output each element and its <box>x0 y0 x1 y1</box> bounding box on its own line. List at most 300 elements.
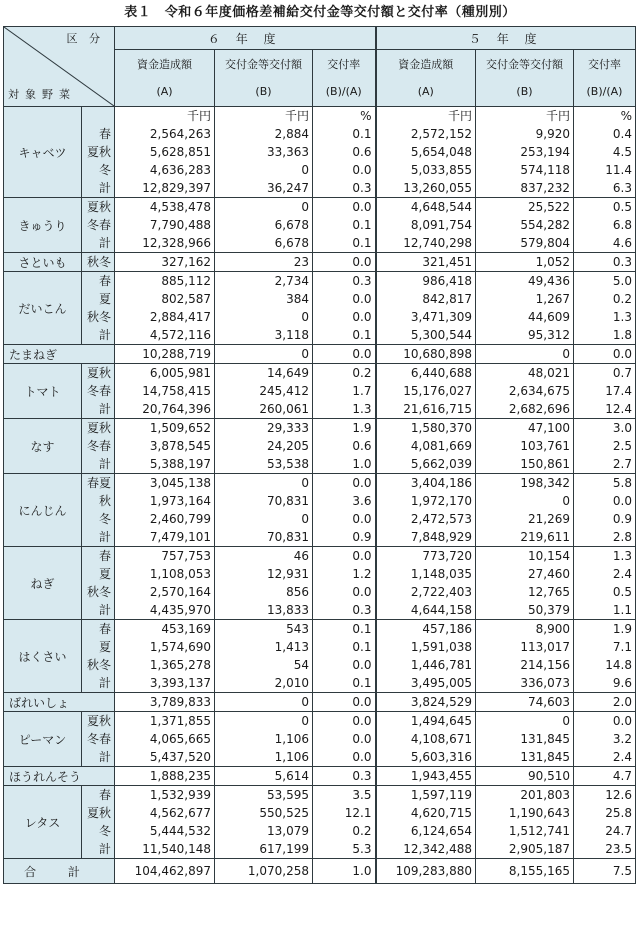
value: 2,884 <box>274 127 309 141</box>
unit-label: 千円 <box>447 109 472 123</box>
value: 6,440,688 <box>410 366 472 380</box>
value: 550,525 <box>259 806 309 820</box>
value: 2.4 <box>612 567 632 581</box>
value-cell-y5a <box>376 364 476 419</box>
season-label: 秋冬 <box>86 310 111 324</box>
value: 23 <box>293 255 309 269</box>
y5-rate-header: 交付率 (B)/(A) <box>574 50 636 107</box>
value: 253,194 <box>520 145 570 159</box>
value: 1,267 <box>535 292 570 306</box>
value-cell-y5a <box>376 620 476 693</box>
value-cell-y6b <box>215 474 313 547</box>
value: 12,740,298 <box>403 236 472 250</box>
value: 0.0 <box>352 255 372 269</box>
season-unit-spacer <box>82 107 114 125</box>
vegetable-name: ピーマン <box>4 712 82 767</box>
value: 10,680,898 <box>403 347 472 361</box>
season-cell <box>82 253 115 272</box>
vegetable-name: なす <box>4 419 82 474</box>
value: 5.8 <box>612 476 632 490</box>
value: 8,091,754 <box>410 218 472 232</box>
value: 25,522 <box>528 200 570 214</box>
value: 842,817 <box>422 292 472 306</box>
value: 3,393,137 <box>149 676 211 690</box>
season-label: 冬春 <box>86 439 111 453</box>
value: 1.8 <box>612 328 632 342</box>
season-cell <box>82 712 115 767</box>
season-label: 計 <box>98 181 111 195</box>
value: 8,900 <box>535 622 570 636</box>
value: 0 <box>301 200 309 214</box>
season-label: 計 <box>98 328 111 342</box>
value: 49,436 <box>528 274 570 288</box>
value: 201,803 <box>520 788 570 802</box>
value: 0.1 <box>352 328 372 342</box>
value: 0.6 <box>352 145 372 159</box>
value: 1,190,643 <box>508 806 570 820</box>
value: 150,861 <box>520 457 570 471</box>
vegetable-name: はくさい <box>4 620 82 693</box>
value: 36,247 <box>267 181 309 195</box>
value: 54 <box>293 658 309 672</box>
season-label: 冬春 <box>86 384 111 398</box>
value: 14,758,415 <box>142 384 211 398</box>
total-value: 1.0 <box>313 859 376 884</box>
value: 757,753 <box>161 549 211 563</box>
season-label: 計 <box>98 402 111 416</box>
value: 6.8 <box>612 218 632 232</box>
season-cell <box>82 107 115 198</box>
value-cell-y6b <box>215 272 313 345</box>
value-cell-y5a <box>376 419 476 474</box>
value: 74,603 <box>528 695 570 709</box>
total-value: 7.5 <box>574 859 636 884</box>
value: 0 <box>562 494 570 508</box>
value: 2,682,696 <box>508 402 570 416</box>
vegetable-name: ほうれんそう <box>4 767 115 786</box>
value-cell-y6a <box>115 786 215 859</box>
value-cell-y5r <box>574 693 636 712</box>
value: 12,765 <box>528 585 570 599</box>
table-row <box>4 693 636 712</box>
value: 2.4 <box>612 750 632 764</box>
value-cell-y6b <box>215 693 313 712</box>
value: 2,734 <box>274 274 309 288</box>
value: 579,804 <box>520 236 570 250</box>
table-row <box>4 786 636 859</box>
unit-label: 千円 <box>545 109 570 123</box>
value: 0.5 <box>612 200 632 214</box>
value: 48,021 <box>528 366 570 380</box>
value: 1,413 <box>274 640 309 654</box>
vegetable-name: きゅうり <box>4 198 82 253</box>
season-label: 計 <box>98 676 111 690</box>
value-cell-y5b <box>476 767 574 786</box>
season-label: 夏秋 <box>86 421 111 435</box>
season-label: 夏 <box>98 567 111 581</box>
value-cell-y6r <box>313 419 376 474</box>
value-cell-y5a <box>376 272 476 345</box>
value: 4.6 <box>612 236 632 250</box>
value: 113,017 <box>520 640 570 654</box>
vegetable-name: たまねぎ <box>4 345 115 364</box>
value: 4,065,665 <box>149 732 211 746</box>
value-cell-y5a <box>376 767 476 786</box>
value: 1,580,370 <box>410 421 472 435</box>
table-row <box>4 272 636 345</box>
value: 885,112 <box>161 274 211 288</box>
value: 3,824,529 <box>410 695 472 709</box>
value: 2,570,164 <box>149 585 211 599</box>
value: 0.0 <box>352 750 372 764</box>
value: 384 <box>286 292 309 306</box>
value: 4,636,283 <box>149 163 211 177</box>
season-label: 夏秋 <box>86 145 111 159</box>
value: 5,437,520 <box>149 750 211 764</box>
season-label: 冬 <box>98 163 111 177</box>
value: 12.4 <box>605 402 632 416</box>
vegetable-name: にんじん <box>4 474 82 547</box>
value: 260,061 <box>259 402 309 416</box>
value: 0.3 <box>352 769 372 783</box>
value: 0.7 <box>612 366 632 380</box>
value-cell-y6a <box>115 419 215 474</box>
value: 53,538 <box>267 457 309 471</box>
value-cell-y5a <box>376 693 476 712</box>
total-row <box>4 859 636 884</box>
season-cell <box>82 364 115 419</box>
value: 5,444,532 <box>149 824 211 838</box>
value: 2,460,799 <box>149 512 211 526</box>
value: 4,108,671 <box>410 732 472 746</box>
value: 0.1 <box>352 622 372 636</box>
value: 1.9 <box>612 622 632 636</box>
value: 4,562,677 <box>149 806 211 820</box>
value-cell-y5b <box>476 345 574 364</box>
season-label: 計 <box>98 236 111 250</box>
value: 5,662,039 <box>410 457 472 471</box>
value: 3.0 <box>612 421 632 435</box>
value: 0 <box>301 714 309 728</box>
value: 29,333 <box>267 421 309 435</box>
value: 4,081,669 <box>410 439 472 453</box>
value: 3,045,138 <box>149 476 211 490</box>
table-row <box>4 253 636 272</box>
value-cell-y5r <box>574 547 636 620</box>
season-label: 春 <box>98 622 111 636</box>
value: 7.1 <box>612 640 632 654</box>
value: 50,379 <box>528 603 570 617</box>
value: 5.3 <box>352 842 372 856</box>
value: 0.0 <box>612 494 632 508</box>
value: 0.3 <box>352 274 372 288</box>
season-label: 夏秋 <box>86 200 111 214</box>
value-cell-y5a <box>376 345 476 364</box>
value: 0.0 <box>352 347 372 361</box>
season-cell <box>82 419 115 474</box>
value: 1.3 <box>612 549 632 563</box>
table-row <box>4 767 636 786</box>
value: 574,118 <box>520 163 570 177</box>
value-cell-y6a <box>115 693 215 712</box>
value: 1,052 <box>535 255 570 269</box>
value: 1,943,455 <box>410 769 472 783</box>
value-cell-y6a <box>115 253 215 272</box>
value: 856 <box>286 585 309 599</box>
value-cell-y6r <box>313 474 376 547</box>
value: 1,365,278 <box>149 658 211 672</box>
value: 1,972,170 <box>410 494 472 508</box>
value-cell-y6b <box>215 620 313 693</box>
unit-label: 千円 <box>284 109 309 123</box>
value-cell-y6r <box>313 620 376 693</box>
value: 24,205 <box>267 439 309 453</box>
value: 0.0 <box>352 163 372 177</box>
unit-label: % <box>620 109 632 123</box>
value: 3.5 <box>352 788 372 802</box>
y6-rate-header: 交付率 (B)/(A) <box>313 50 376 107</box>
season-label: 夏 <box>98 640 111 654</box>
value-cell-y6b <box>215 767 313 786</box>
value: 198,342 <box>520 476 570 490</box>
value: 2,884,417 <box>149 310 211 324</box>
value: 12,342,488 <box>403 842 472 856</box>
value-cell-y6r <box>313 198 376 253</box>
table-body <box>4 107 636 884</box>
table-row <box>4 419 636 474</box>
value: 0.9 <box>612 512 632 526</box>
value: 47,100 <box>528 421 570 435</box>
value-cell-y5a <box>376 547 476 620</box>
value: 12,829,397 <box>142 181 211 195</box>
value: 0.9 <box>352 530 372 544</box>
value: 70,831 <box>267 494 309 508</box>
value: 1.1 <box>612 603 632 617</box>
value: 1,494,645 <box>410 714 472 728</box>
value-cell-y5r <box>574 712 636 767</box>
season-label: 冬春 <box>86 732 111 746</box>
value: 12.6 <box>605 788 632 802</box>
season-label: 春 <box>98 549 111 563</box>
y5-grant-header: 交付金等交付額 (B) <box>476 50 574 107</box>
value: 0.2 <box>612 292 632 306</box>
value: 2,472,573 <box>410 512 472 526</box>
value: 5,300,544 <box>410 328 472 342</box>
value: 3,404,186 <box>410 476 472 490</box>
value: 0 <box>301 163 309 177</box>
value: 802,587 <box>161 292 211 306</box>
value: 14.8 <box>605 658 632 672</box>
season-label: 春 <box>98 274 111 288</box>
value: 2,634,675 <box>508 384 570 398</box>
season-cell <box>82 547 115 620</box>
value: 1,574,690 <box>149 640 211 654</box>
value: 1,446,781 <box>410 658 472 672</box>
value: 1,106 <box>274 732 309 746</box>
vegetable-name: さといも <box>4 253 82 272</box>
value: 9,920 <box>535 127 570 141</box>
value: 21,269 <box>528 512 570 526</box>
value: 20,764,396 <box>142 402 211 416</box>
season-label: 春夏 <box>86 476 111 490</box>
value: 24.7 <box>605 824 632 838</box>
value: 5,628,851 <box>149 145 211 159</box>
value: 17.4 <box>605 384 632 398</box>
value: 0.1 <box>352 127 372 141</box>
value: 4,644,158 <box>410 603 472 617</box>
season-label: 冬 <box>98 512 111 526</box>
value: 0.0 <box>352 549 372 563</box>
value: 4.5 <box>612 145 632 159</box>
value: 1.3 <box>352 402 372 416</box>
table-row <box>4 474 636 547</box>
value: 6,678 <box>274 218 309 232</box>
value: 0.0 <box>352 695 372 709</box>
value: 0.0 <box>612 714 632 728</box>
vegetable-name: キャベツ <box>4 107 82 198</box>
value-cell-y6a <box>115 547 215 620</box>
value: 14,649 <box>267 366 309 380</box>
value: 1.2 <box>352 567 372 581</box>
season-cell <box>82 786 115 859</box>
total-label: 合 計 <box>4 859 115 884</box>
value: 2.5 <box>612 439 632 453</box>
value: 7,790,488 <box>149 218 211 232</box>
value: 0.0 <box>612 347 632 361</box>
value-cell-y5b <box>476 712 574 767</box>
value: 0.0 <box>352 292 372 306</box>
season-label: 夏秋 <box>86 714 111 728</box>
total-value: 8,155,165 <box>476 859 574 884</box>
value-cell-y6a <box>115 198 215 253</box>
season-label: 秋冬 <box>86 255 111 269</box>
value: 33,363 <box>267 145 309 159</box>
value: 0.4 <box>612 127 632 141</box>
value-cell-y6r <box>313 712 376 767</box>
value-cell-y5a <box>376 786 476 859</box>
table-row <box>4 620 636 693</box>
value: 1,591,038 <box>410 640 472 654</box>
value: 0.3 <box>352 181 372 195</box>
season-label: 秋冬 <box>86 658 111 672</box>
value: 0.5 <box>612 585 632 599</box>
value: 0.0 <box>352 585 372 599</box>
unit-label: % <box>360 109 372 123</box>
value: 2,564,263 <box>149 127 211 141</box>
value: 1,888,235 <box>149 769 211 783</box>
value-cell-y5r <box>574 767 636 786</box>
value: 12,328,966 <box>142 236 211 250</box>
value-cell-y5r <box>574 272 636 345</box>
value: 2,572,152 <box>410 127 472 141</box>
value: 3.2 <box>612 732 632 746</box>
value: 23.5 <box>605 842 632 856</box>
value: 25.8 <box>605 806 632 820</box>
value: 4,435,970 <box>149 603 211 617</box>
value-cell-y6r <box>313 364 376 419</box>
value: 6,678 <box>274 236 309 250</box>
season-label: 夏秋 <box>86 366 111 380</box>
value-cell-y6b <box>215 107 313 198</box>
value: 321,451 <box>422 255 472 269</box>
value: 3,789,833 <box>149 695 211 709</box>
value: 1,106 <box>274 750 309 764</box>
value: 3,471,309 <box>410 310 472 324</box>
value: 131,845 <box>520 750 570 764</box>
value-cell-y6a <box>115 345 215 364</box>
value-cell-y5r <box>574 474 636 547</box>
value-cell-y6a <box>115 107 215 198</box>
season-label: 計 <box>98 750 111 764</box>
value: 13,833 <box>267 603 309 617</box>
value-cell-y5r <box>574 620 636 693</box>
value-cell-y6a <box>115 712 215 767</box>
season-label: 計 <box>98 603 111 617</box>
value-cell-y5b <box>476 253 574 272</box>
value-cell-y5r <box>574 786 636 859</box>
value-cell-y6b <box>215 419 313 474</box>
season-label: 夏秋 <box>86 806 111 820</box>
value-cell-y5b <box>476 364 574 419</box>
value-cell-y5b <box>476 107 574 198</box>
value-cell-y5a <box>376 474 476 547</box>
value: 21,616,715 <box>403 402 472 416</box>
value: 453,169 <box>161 622 211 636</box>
value: 13,260,055 <box>403 181 472 195</box>
value: 12.1 <box>344 806 372 820</box>
value: 219,611 <box>520 530 570 544</box>
value: 46 <box>293 549 309 563</box>
value: 1.9 <box>352 421 372 435</box>
value-cell-y6b <box>215 364 313 419</box>
value: 0.0 <box>352 732 372 746</box>
y6-amount-header: 資金造成額 (A) <box>115 50 215 107</box>
value: 27,460 <box>528 567 570 581</box>
value: 13,079 <box>267 824 309 838</box>
value: 554,282 <box>520 218 570 232</box>
value: 131,845 <box>520 732 570 746</box>
value: 214,156 <box>520 658 570 672</box>
value-cell-y6r <box>313 767 376 786</box>
value: 7,479,101 <box>149 530 211 544</box>
value: 90,510 <box>528 769 570 783</box>
season-label: 春 <box>98 788 111 802</box>
value-cell-y5r <box>574 253 636 272</box>
season-cell <box>82 620 115 693</box>
value: 0.0 <box>352 512 372 526</box>
value-cell-y6r <box>313 345 376 364</box>
value: 10,154 <box>528 549 570 563</box>
value: 1,148,035 <box>410 567 472 581</box>
value: 0.2 <box>352 366 372 380</box>
vegetable-name: レタス <box>4 786 82 859</box>
value: 1,371,855 <box>149 714 211 728</box>
table-row <box>4 198 636 253</box>
value: 0.1 <box>352 218 372 232</box>
header-corner <box>4 27 115 107</box>
value: 245,412 <box>259 384 309 398</box>
value-cell-y6r <box>313 547 376 620</box>
value-cell-y6b <box>215 253 313 272</box>
value: 11,540,148 <box>142 842 211 856</box>
value: 70,831 <box>267 530 309 544</box>
y5-amount-header: 資金造成額 (A) <box>376 50 476 107</box>
table-row <box>4 107 636 198</box>
value: 336,073 <box>520 676 570 690</box>
value: 0.0 <box>352 714 372 728</box>
value-cell-y5b <box>476 272 574 345</box>
season-label: 冬 <box>98 824 111 838</box>
